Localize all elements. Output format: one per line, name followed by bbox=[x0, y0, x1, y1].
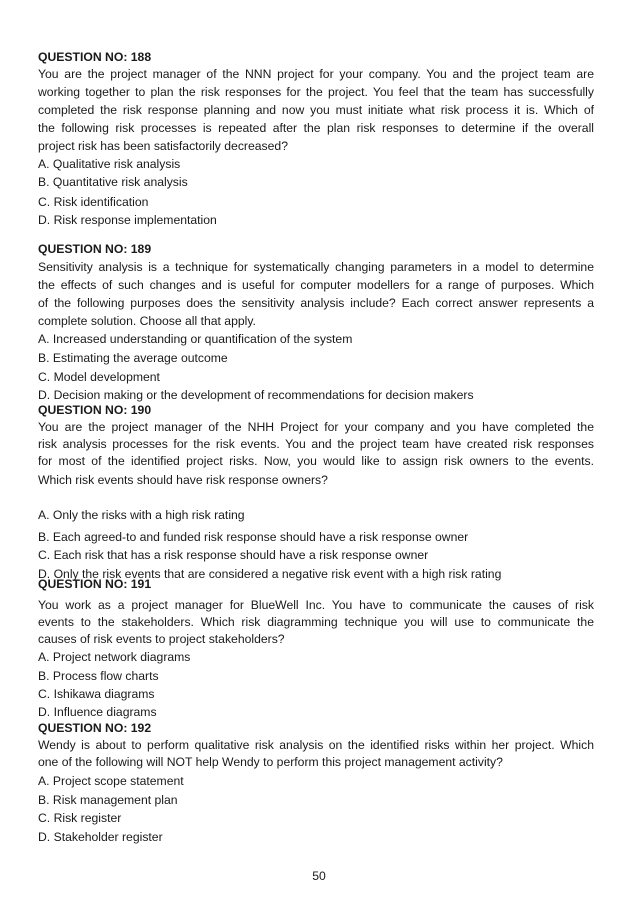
question-191-option-a: A. Project network diagrams bbox=[38, 650, 191, 664]
question-189-body-line: Sensitivity analysis is a technique for systematically changing parameters in a model to determine bbox=[38, 260, 594, 274]
question-191-option-c: C. Ishikawa diagrams bbox=[38, 687, 155, 701]
question-190-body-line: Which risk events should have risk response owners? bbox=[38, 473, 328, 487]
page-number: 50 bbox=[312, 869, 326, 883]
question-188-body-line: You are the project manager of the NNN project for your company. You and the project team are bbox=[38, 67, 594, 81]
question-192-title: QUESTION NO: 192 bbox=[38, 721, 152, 735]
question-192-option-a: A. Project scope statement bbox=[38, 774, 184, 788]
question-192-body-line: Wendy is about to perform qualitative risk analysis on the identified risks within her project. Which bbox=[38, 738, 594, 752]
question-189-option-c: C. Model development bbox=[38, 370, 160, 384]
question-188-option-a: A. Qualitative risk analysis bbox=[38, 157, 181, 171]
question-190-title: QUESTION NO: 190 bbox=[38, 403, 152, 417]
question-192-body-line: one of the following will NOT help Wendy to perform this project management activity? bbox=[38, 755, 503, 769]
question-189-title: QUESTION NO: 189 bbox=[38, 242, 152, 256]
question-191-title: QUESTION NO: 191 bbox=[38, 577, 152, 591]
question-190-body-line: You are the project manager of the NHH Project for your company and you have completed the bbox=[38, 420, 594, 434]
question-190-option-d: D. Only the risk events that are considered a negative risk event with a high risk rating bbox=[38, 567, 502, 581]
question-191-option-d: D. Influence diagrams bbox=[38, 705, 157, 719]
question-188-option-b: B. Quantitative risk analysis bbox=[38, 175, 188, 189]
question-192-option-b: B. Risk management plan bbox=[38, 793, 178, 807]
question-191-body-line: events to the stakeholders. Which risk diagramming technique you will use to communicate the bbox=[38, 615, 594, 629]
question-189-body-line: of the following purposes does the sensitivity analysis include? Each correct answer represents a bbox=[38, 296, 594, 310]
question-189-option-a: A. Increased understanding or quantification of the system bbox=[38, 332, 353, 346]
question-190-option-c: C. Each risk that has a risk response should have a risk response owner bbox=[38, 548, 429, 562]
question-190-body-line: risk analysis processes for the risk events. You and the project team have created risk responses bbox=[38, 437, 594, 451]
question-191-body-line: You work as a project manager for BlueWell Inc. You have to communicate the causes of risk bbox=[38, 598, 594, 612]
question-188-title: QUESTION NO: 188 bbox=[38, 50, 152, 64]
question-189-option-b: B. Estimating the average outcome bbox=[38, 351, 228, 365]
question-188-body-line: project risk has been satisfactorily decreased? bbox=[38, 139, 288, 153]
question-188-option-c: C. Risk identification bbox=[38, 195, 149, 209]
question-189-body-line: the effects of such changes and is useful for computer modellers for a range of purposes. Which bbox=[38, 278, 594, 292]
question-188-body-line: working together to plan the risk responses for the project. You feel that the team has successfully bbox=[38, 85, 594, 99]
question-191-option-b: B. Process flow charts bbox=[38, 669, 159, 683]
question-190-option-b: B. Each agreed-to and funded risk response should have a risk response owner bbox=[38, 530, 469, 544]
question-188-body-line: the following risk processes is repeated after the plan risk responses to determine if the overall bbox=[38, 121, 594, 135]
question-192-option-d: D. Stakeholder register bbox=[38, 830, 163, 844]
question-189-body-line: complete solution. Choose all that apply. bbox=[38, 314, 256, 328]
question-192-option-c: C. Risk register bbox=[38, 811, 122, 825]
question-188-option-d: D. Risk response implementation bbox=[38, 213, 217, 227]
question-190-body-line: for most of the identified project risks. Now, you would like to assign risk owners to the events. bbox=[38, 454, 594, 468]
question-189-option-d: D. Decision making or the development of recommendations for decision makers bbox=[38, 388, 474, 402]
question-188-body-line: completed the risk response planning and now you must initiate what risk process it is. Which of bbox=[38, 103, 594, 117]
question-191-body-line: causes of risk events to project stakeholders? bbox=[38, 632, 285, 646]
question-190-option-a: A. Only the risks with a high risk rating bbox=[38, 508, 245, 522]
